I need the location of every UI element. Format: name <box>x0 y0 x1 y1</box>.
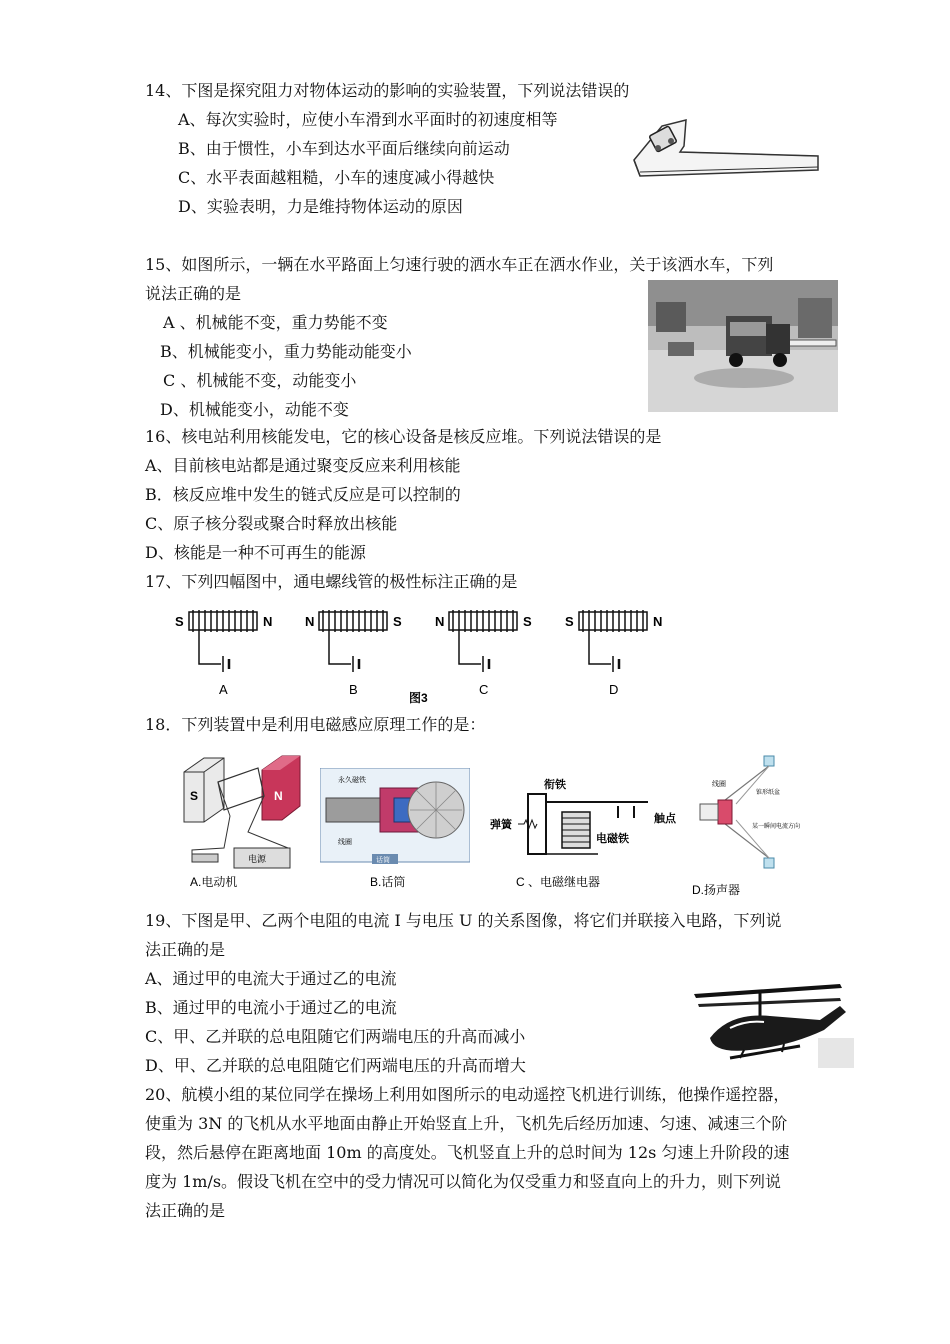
q14-stem: 14、下图是探究阻力对物体运动的影响的实验装置，下列说法错误的 <box>145 81 630 100</box>
magnet-n-label: N <box>274 789 283 803</box>
q14-option-a: A、每次实验时，应使小车滑到水平面时的初速度相等 <box>178 110 558 129</box>
q14-option-c: C、水平表面越粗糙，小车的速度减小得越快 <box>178 168 495 187</box>
magnet-s-label: S <box>190 789 199 803</box>
solenoid-panel-d <box>565 610 662 697</box>
coil-label: 线圈 <box>338 839 352 846</box>
q16-option-d: D、核能是一种不可再生的能源 <box>145 543 366 562</box>
ramp-cart-figure <box>626 112 826 194</box>
q19-option-c: C、甲、乙并联的总电阻随它们两端电压的升高而减小 <box>145 1027 526 1046</box>
electromagnet-label: 电磁铁 <box>596 833 629 845</box>
q15-option-d: D、机械能变小，动能不变 <box>160 400 349 419</box>
panel-label: C <box>479 682 489 697</box>
armature-label: 衔铁 <box>544 779 566 791</box>
electric-motor-figure <box>178 752 318 892</box>
pole-left: S <box>175 614 184 629</box>
q16-option-c: C、原子核分裂或聚合时释放出核能 <box>145 514 398 533</box>
solenoid-panel-c <box>435 610 532 697</box>
q14-option-d: D、实验表明，力是维持物体运动的原因 <box>178 197 463 216</box>
q19-stem-line2: 法正确的是 <box>145 940 226 959</box>
mic-tag: 话筒 <box>376 857 390 864</box>
relay-caption: C 、电磁继电器 <box>516 875 601 889</box>
loudspeaker-figure <box>690 754 810 902</box>
q19-option-d: D、甲、乙并联的总电阻随它们两端电压的升高而增大 <box>145 1056 526 1075</box>
figure-caption: 图3 <box>409 691 428 704</box>
q20-line4: 度为 1m/s。假设飞机在空中的受力情况可以简化为仅受重力和竖直向上的升力，则下列说 <box>145 1172 782 1191</box>
rc-helicopter-photo <box>690 976 860 1076</box>
q19-stem-line1: 19、下图是甲、乙两个电阻的电流 I 与电压 U 的关系图像，将它们并联接入电路，下列说 <box>145 911 782 930</box>
q16-option-b: B．核反应堆中发生的链式反应是可以控制的 <box>145 485 461 504</box>
cone-label: 锥形纸盆 <box>756 790 781 796</box>
pole-left: N <box>305 614 315 629</box>
q15-stem-line1: 15、如图所示，一辆在水平路面上匀速行驶的洒水车正在洒水作业，关于该洒水车，下列 <box>145 255 774 274</box>
mic-caption: B.话筒 <box>370 875 406 889</box>
q15-option-b: B、机械能变小，重力势能动能变小 <box>160 342 412 361</box>
spring-label: 弹簧 <box>490 819 512 831</box>
pole-right: N <box>653 614 663 629</box>
q16-option-a: A、目前核电站都是通过聚变反应来利用核能 <box>145 456 461 475</box>
microphone-figure <box>320 768 470 892</box>
coil-label: 线圈 <box>712 781 726 788</box>
panel-label: D <box>609 682 619 697</box>
sprinkler-truck-photo <box>648 280 838 412</box>
q15-option-c: C 、机械能不变，动能变小 <box>163 371 357 390</box>
q19-option-a: A、通过甲的电流大于通过乙的电流 <box>145 969 397 988</box>
solenoid-panel-b <box>305 610 402 697</box>
magnet-label: 永久磁铁 <box>338 777 366 784</box>
speaker-caption: D.扬声器 <box>692 883 741 897</box>
pole-left: S <box>565 614 574 629</box>
contact-label: 触点 <box>654 813 676 825</box>
electromagnetic-relay-figure <box>488 776 688 892</box>
q15-stem-line2: 说法正确的是 <box>145 284 242 303</box>
q17-stem: 17、下列四幅图中，通电螺线管的极性标注正确的是 <box>145 572 518 591</box>
q20-line1: 20、航模小组的某位同学在操场上利用如图所示的电动遥控飞机进行训练，他操作遥控器， <box>145 1085 790 1104</box>
panel-label: B <box>349 682 358 697</box>
power-label: 电源 <box>248 854 267 864</box>
panel-label: A <box>219 682 228 697</box>
q20-line3: 段，然后悬停在距离地面 10m 的高度处。飞机竖直上升的总时间为 12s 匀速上升阶段的速 <box>145 1143 790 1162</box>
pole-left: N <box>435 614 445 629</box>
q19-option-b: B、通过甲的电流小于通过乙的电流 <box>145 998 397 1017</box>
motor-caption: A.电动机 <box>190 875 238 889</box>
solenoid-panel-a <box>175 610 272 697</box>
pole-right: N <box>263 614 273 629</box>
q20-line2: 使重为 3N 的飞机从水平地面由静止开始竖直上升，飞机先后经历加速、匀速、减速三个阶 <box>145 1114 788 1133</box>
q20-line5: 法正确的是 <box>145 1201 226 1220</box>
solenoid-figure <box>165 604 675 704</box>
q16-stem: 16、核电站利用核能发电，它的核心设备是核反应堆。下列说法错误的是 <box>145 427 662 446</box>
pole-right: S <box>393 614 402 629</box>
q14-option-b: B、由于惯性，小车到达水平面后继续向前运动 <box>178 139 510 158</box>
current-label: 某一瞬间电流方向 <box>752 824 801 830</box>
q15-option-a: A 、机械能不变，重力势能不变 <box>163 313 388 332</box>
pole-right: S <box>523 614 532 629</box>
q18-stem: 18．下列装置中是利用电磁感应原理工作的是： <box>145 715 486 734</box>
